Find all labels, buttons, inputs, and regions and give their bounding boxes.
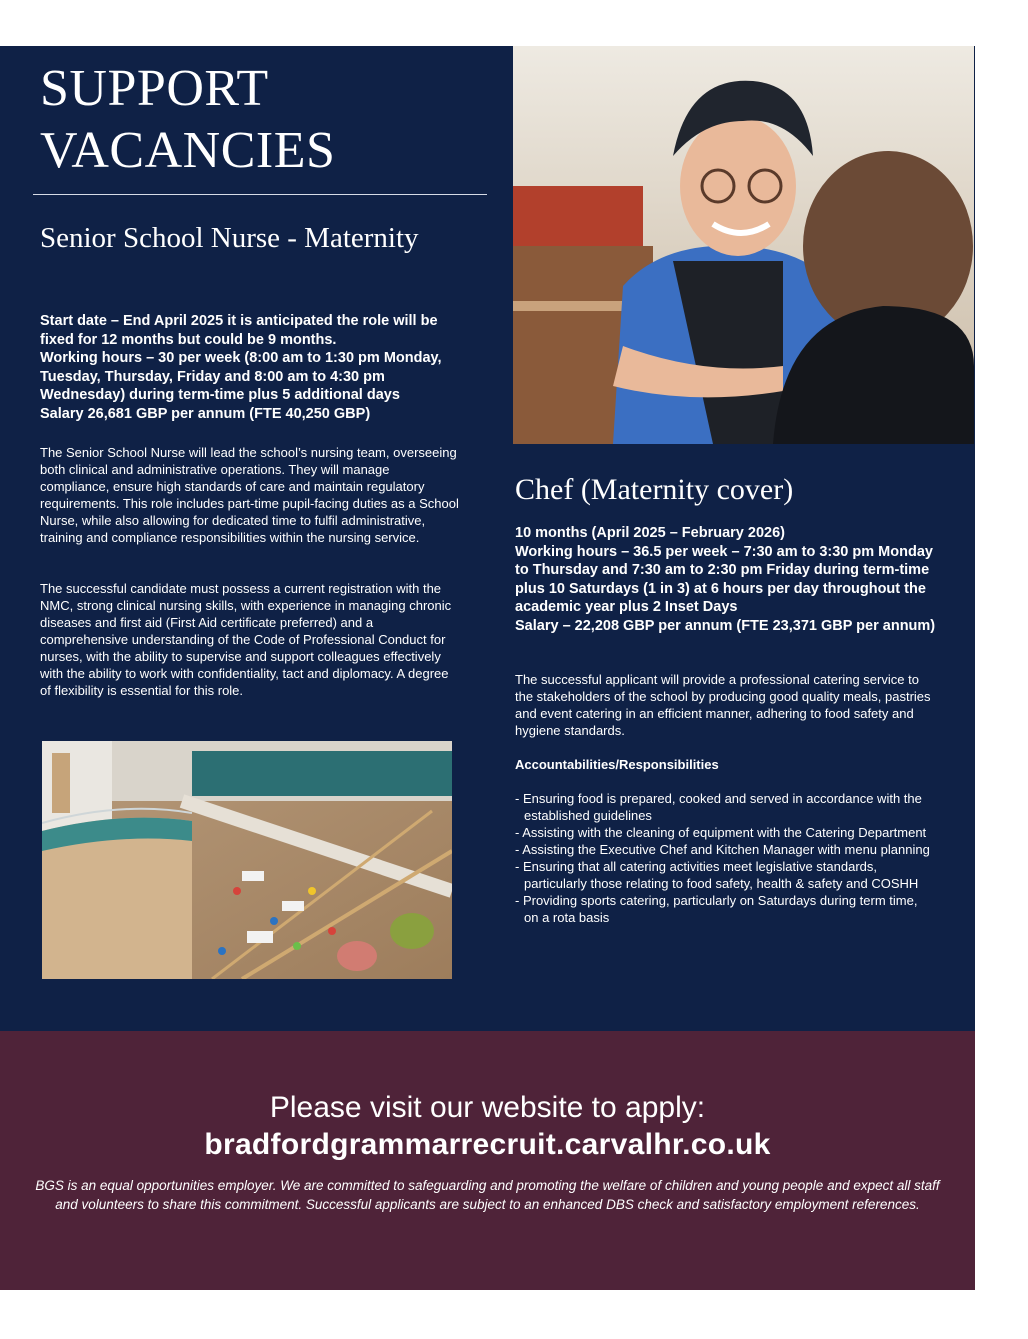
chef-responsibilities-list (515, 790, 935, 926)
responsibility-item: - Providing sports catering, particularly on Saturdays during term time, on a rota basis (515, 893, 918, 925)
nurse-vacancy-title: Senior School Nurse - Maternity (40, 222, 419, 254)
chef-role-description: The successful applicant will provide a professional catering service to the stakeholders of the school by producing good quality meals, pastries and event catering in an efficient manner, adhering to food safety and hygiene standards. (515, 672, 931, 738)
nurse-role-description: The Senior School Nurse will lead the school’s nursing team, overseeing both clinical and administrative operations. They will manage compliance, ensure high standards of care and maintain regulatory requirements. This role includes part-time pupil-facing duties as a School Nurse, while also allowing for dedicated time to fulfil administrative, training and compliance responsibilities within the nursing service. (40, 445, 459, 545)
title-divider (33, 194, 487, 195)
chef-contract-length: 10 months (April 2025 – February 2026) (515, 525, 785, 541)
chef-working-hours: Working hours – 36.5 per week – 7:30 am to 3:30 pm Monday to Thursday and 7:30 am to 2:30 pm Friday during term-time plus 10 Saturdays (1 in 3) at 6 hours per day throughout the academic year plus 2 Inset Days (515, 543, 933, 616)
responsibility-item: - Assisting with the cleaning of equipment with the Catering Department (515, 825, 927, 840)
responsibility-item: - Ensuring food is prepared, cooked and served in accordance with the established guidelines (515, 791, 922, 823)
nurse-candidate-requirements: The successful candidate must possess a current registration with the NMC, strong clinical nursing skills, with experience in managing chronic diseases and first aid (First Aid certificate preferred) and a comprehensive understanding of the Code of Professional Conduct for nurses, with the ability to supervise and support colleagues effectively with the ability to work with confidentiality, tact and diplomacy. A degree of flexibility is essential for this role. (40, 581, 452, 698)
apply-prompt: Please visit our website to apply: (269, 1091, 706, 1124)
nurse-working-hours: Working hours – 30 per week (8:00 am to 1:30 pm Monday, Tuesday, Thursday, Friday and 8:00 am to 4:30 pm Wednesday) during term-time plus 5 additional days (40, 350, 442, 404)
chef-responsibilities-heading: Accountabilities/Responsibilities (515, 757, 719, 772)
chef-vacancy-title: Chef (Maternity cover) (515, 473, 794, 506)
responsibility-item: - Ensuring that all catering activities meet legislative standards, particularly those relating to food safety, health & safety and COSHH (515, 859, 919, 891)
equal-opportunities-disclaimer: BGS is an equal opportunities employer. We are committed to safeguarding and promoting the welfare of children and young people and expect all staff and volunteers to share this commitment. Successful applicants are subject to an enhanced DBS check and satisfactory employment references. (35, 1178, 940, 1212)
smiling-chef-serving-photo (513, 46, 974, 444)
school-dining-atrium-photo (42, 741, 452, 979)
chef-key-details (515, 524, 940, 636)
responsibility-item: - Assisting the Executive Chef and Kitchen Manager with menu planning (515, 842, 930, 857)
apply-website-link[interactable]: bradfordgrammarrecruit.carvalhr.co.uk (204, 1128, 771, 1161)
nurse-key-details (40, 312, 465, 424)
page-title: SUPPORT VACANCIES (40, 60, 336, 179)
nurse-salary: Salary 26,681 GBP per annum (FTE 40,250 GBP) (40, 405, 371, 422)
nurse-start-date: Start date – End April 2025 it is anticipated the role will be fixed for 12 months but could be 9 months. (40, 313, 438, 348)
chef-salary: Salary – 22,208 GBP per annum (FTE 23,371 GBP per annum) (515, 617, 936, 634)
